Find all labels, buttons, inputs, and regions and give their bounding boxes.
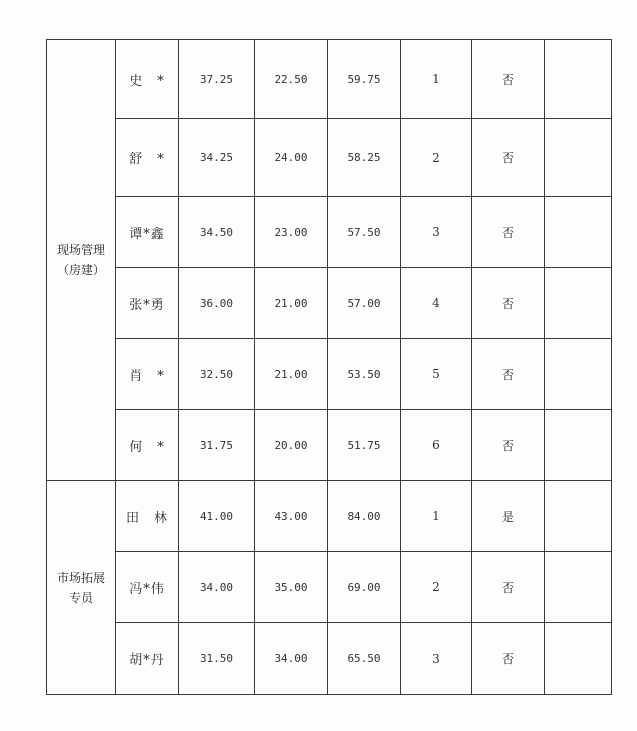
score1-cell: 41.00 (179, 481, 255, 552)
total-cell: 53.50 (328, 339, 401, 410)
remark-cell (545, 410, 612, 481)
table-row (47, 552, 612, 623)
rank-cell: 4 (401, 268, 472, 339)
score2-cell: 34.00 (255, 623, 328, 695)
score2-cell: 23.00 (255, 197, 328, 268)
name-cell: 何 * (116, 410, 179, 481)
score2-cell: 20.00 (255, 410, 328, 481)
yes-no-cell: 否 (472, 119, 545, 197)
rank-cell: 3 (401, 623, 472, 695)
table-row (47, 481, 612, 552)
yes-no-cell: 是 (472, 481, 545, 552)
table-body (47, 40, 612, 695)
table-row (47, 339, 612, 410)
table-row (47, 410, 612, 481)
rank-cell: 2 (401, 552, 472, 623)
remark-cell (545, 481, 612, 552)
score1-cell: 34.50 (179, 197, 255, 268)
name-cell: 张*勇 (116, 268, 179, 339)
score1-cell: 31.75 (179, 410, 255, 481)
name-cell: 田 林 (116, 481, 179, 552)
yes-no-cell: 否 (472, 552, 545, 623)
score2-cell: 43.00 (255, 481, 328, 552)
score1-cell: 34.00 (179, 552, 255, 623)
score2-cell: 21.00 (255, 268, 328, 339)
remark-cell (545, 119, 612, 197)
total-cell: 58.25 (328, 119, 401, 197)
table-row (47, 119, 612, 197)
yes-no-cell: 否 (472, 197, 545, 268)
score1-cell: 31.50 (179, 623, 255, 695)
group-label: 市场拓展 专员 (47, 481, 116, 695)
total-cell: 57.50 (328, 197, 401, 268)
total-cell: 57.00 (328, 268, 401, 339)
table-row (47, 40, 612, 119)
score1-cell: 34.25 (179, 119, 255, 197)
remark-cell (545, 40, 612, 119)
remark-cell (545, 197, 612, 268)
rank-cell: 1 (401, 481, 472, 552)
rank-cell: 3 (401, 197, 472, 268)
name-cell: 谭*鑫 (116, 197, 179, 268)
table-row (47, 623, 612, 695)
remark-cell (545, 552, 612, 623)
name-cell: 舒 * (116, 119, 179, 197)
yes-no-cell: 否 (472, 40, 545, 119)
score1-cell: 36.00 (179, 268, 255, 339)
group-label: 现场管理 （房建） (47, 40, 116, 481)
score1-cell: 37.25 (179, 40, 255, 119)
total-cell: 59.75 (328, 40, 401, 119)
yes-no-cell: 否 (472, 268, 545, 339)
score2-cell: 22.50 (255, 40, 328, 119)
name-cell: 冯*伟 (116, 552, 179, 623)
rank-cell: 1 (401, 40, 472, 119)
remark-cell (545, 268, 612, 339)
total-cell: 69.00 (328, 552, 401, 623)
score2-cell: 24.00 (255, 119, 328, 197)
score1-cell: 32.50 (179, 339, 255, 410)
total-cell: 84.00 (328, 481, 401, 552)
score2-cell: 21.00 (255, 339, 328, 410)
score2-cell: 35.00 (255, 552, 328, 623)
remark-cell (545, 623, 612, 695)
remark-cell (545, 339, 612, 410)
name-cell: 史 * (116, 40, 179, 119)
name-cell: 肖 * (116, 339, 179, 410)
yes-no-cell: 否 (472, 410, 545, 481)
table-row (47, 268, 612, 339)
results-table (46, 39, 612, 695)
name-cell: 胡*丹 (116, 623, 179, 695)
table-row (47, 197, 612, 268)
total-cell: 51.75 (328, 410, 401, 481)
yes-no-cell: 否 (472, 623, 545, 695)
total-cell: 65.50 (328, 623, 401, 695)
rank-cell: 2 (401, 119, 472, 197)
rank-cell: 6 (401, 410, 472, 481)
yes-no-cell: 否 (472, 339, 545, 410)
rank-cell: 5 (401, 339, 472, 410)
